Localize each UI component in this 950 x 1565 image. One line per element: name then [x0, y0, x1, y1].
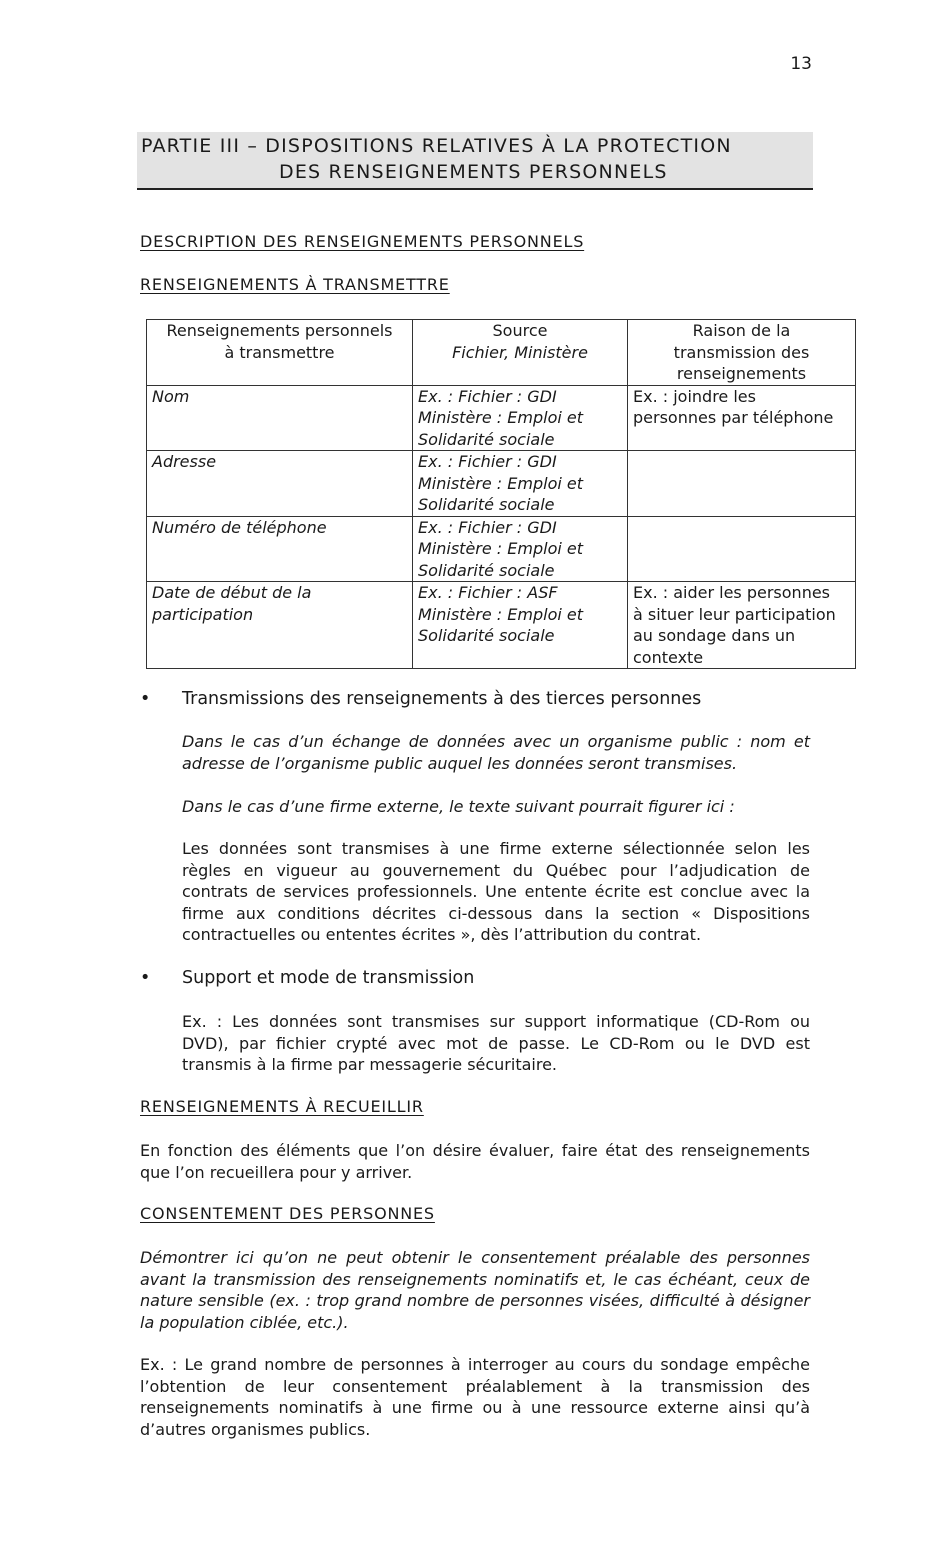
- part-heading-line2: DES RENSEIGNEMENTS PERSONNELS: [279, 161, 668, 183]
- table-header-cell: Source Fichier, Ministère: [413, 320, 628, 386]
- table-header-row: [147, 320, 856, 386]
- table-header-cell: Raison de la transmission des renseignements: [628, 320, 856, 386]
- paragraph-recueillir-texte: En fonction des éléments que l’on désire évaluer, faire état des renseignements que l’on recueillera pour y arriver.: [140, 1141, 810, 1182]
- part-heading-line1: PARTIE III – DISPOSITIONS RELATIVES À LA PROTECTION: [141, 135, 732, 157]
- table-cell-info: Numéro de téléphone: [147, 516, 413, 582]
- table-cell-source: Ex. : Fichier : GDI Ministère : Emploi et Solidarité sociale: [413, 451, 628, 517]
- table-cell-source: Ex. : Fichier : GDI Ministère : Emploi et Solidarité sociale: [413, 516, 628, 582]
- table-cell-source: Ex. : Fichier : ASF Ministère : Emploi et Solidarité sociale: [413, 582, 628, 669]
- table-cell-info: Adresse: [147, 451, 413, 517]
- table-header-cell: Renseignements personnels à transmettre: [147, 320, 413, 386]
- table-row: [147, 385, 856, 451]
- renseignements-table: [146, 319, 856, 669]
- bullet-text: Support et mode de transmission: [182, 968, 475, 988]
- table-row: [147, 451, 856, 517]
- section-heading-a-transmettre: RENSEIGNEMENTS À TRANSMETTRE: [140, 275, 450, 294]
- bullet-text: Transmissions des renseignements à des tierces personnes: [182, 689, 702, 709]
- table-cell-raison: [628, 451, 856, 517]
- table-cell-info: Date de début de la participation: [147, 582, 413, 669]
- table-cell-raison: Ex. : aider les personnes à situer leur participation au sondage dans un contexte: [628, 582, 856, 669]
- bullet-marker: •: [140, 689, 151, 709]
- paragraph-support-texte: Ex. : Les données sont transmises sur support informatique (CD-Rom ou DVD), par fichier crypté avec mot de passe. Le CD-Rom ou le DVD est transmis à la firme par messagerie sécuritaire.: [182, 1012, 810, 1074]
- table-cell-source: Ex. : Fichier : GDI Ministère : Emploi et Solidarité sociale: [413, 385, 628, 451]
- table-cell-raison: [628, 516, 856, 582]
- page-number: 13: [790, 54, 812, 74]
- paragraph-firme-externe-texte: Les données sont transmises à une firme externe sélectionnée selon les règles en vigueur au gouvernement du Québec pour l’adjudication de contrats de services professionnels. Une entente écrite est conclue avec la firme aux conditions décrites ci-dessous dans la section « Dispositions contractuelles ou ententes écrites », dès l’attribution du contrat.: [182, 839, 810, 944]
- table-cell-info: Nom: [147, 385, 413, 451]
- paragraph-consentement-exemple: Ex. : Le grand nombre de personnes à interroger au cours du sondage empêche l’obtention de leur consentement préalablement à la transmission des renseignements nominatifs à une firme ou à une ressource externe ainsi qu’à d’autres organismes publics.: [140, 1355, 810, 1439]
- paragraph-consentement-italique: Démontrer ici qu’on ne peut obtenir le consentement préalable des personnes avant la transmission des renseignements nominatifs et, le cas échéant, ceux de nature sensible (ex. : trop grand nombre de personnes visées, difficulté à désigner la population ciblée, etc.).: [140, 1248, 810, 1332]
- section-heading-description: DESCRIPTION DES RENSEIGNEMENTS PERSONNELS: [140, 232, 585, 251]
- table-row: [147, 516, 856, 582]
- section-heading-consentement: CONSENTEMENT DES PERSONNES: [140, 1204, 435, 1223]
- part-heading: [137, 132, 813, 190]
- paragraph-organisme-public: Dans le cas d’un échange de données avec un organisme public : nom et adresse de l’organisme public auquel les données seront transmises.: [182, 732, 810, 773]
- table-cell-raison: Ex. : joindre les personnes par téléphone: [628, 385, 856, 451]
- table-row: [147, 582, 856, 669]
- paragraph-firme-externe-intro: Dans le cas d’une firme externe, le texte suivant pourrait figurer ici :: [182, 797, 735, 816]
- bullet-marker: •: [140, 968, 151, 988]
- section-heading-a-recueillir: RENSEIGNEMENTS À RECUEILLIR: [140, 1097, 424, 1116]
